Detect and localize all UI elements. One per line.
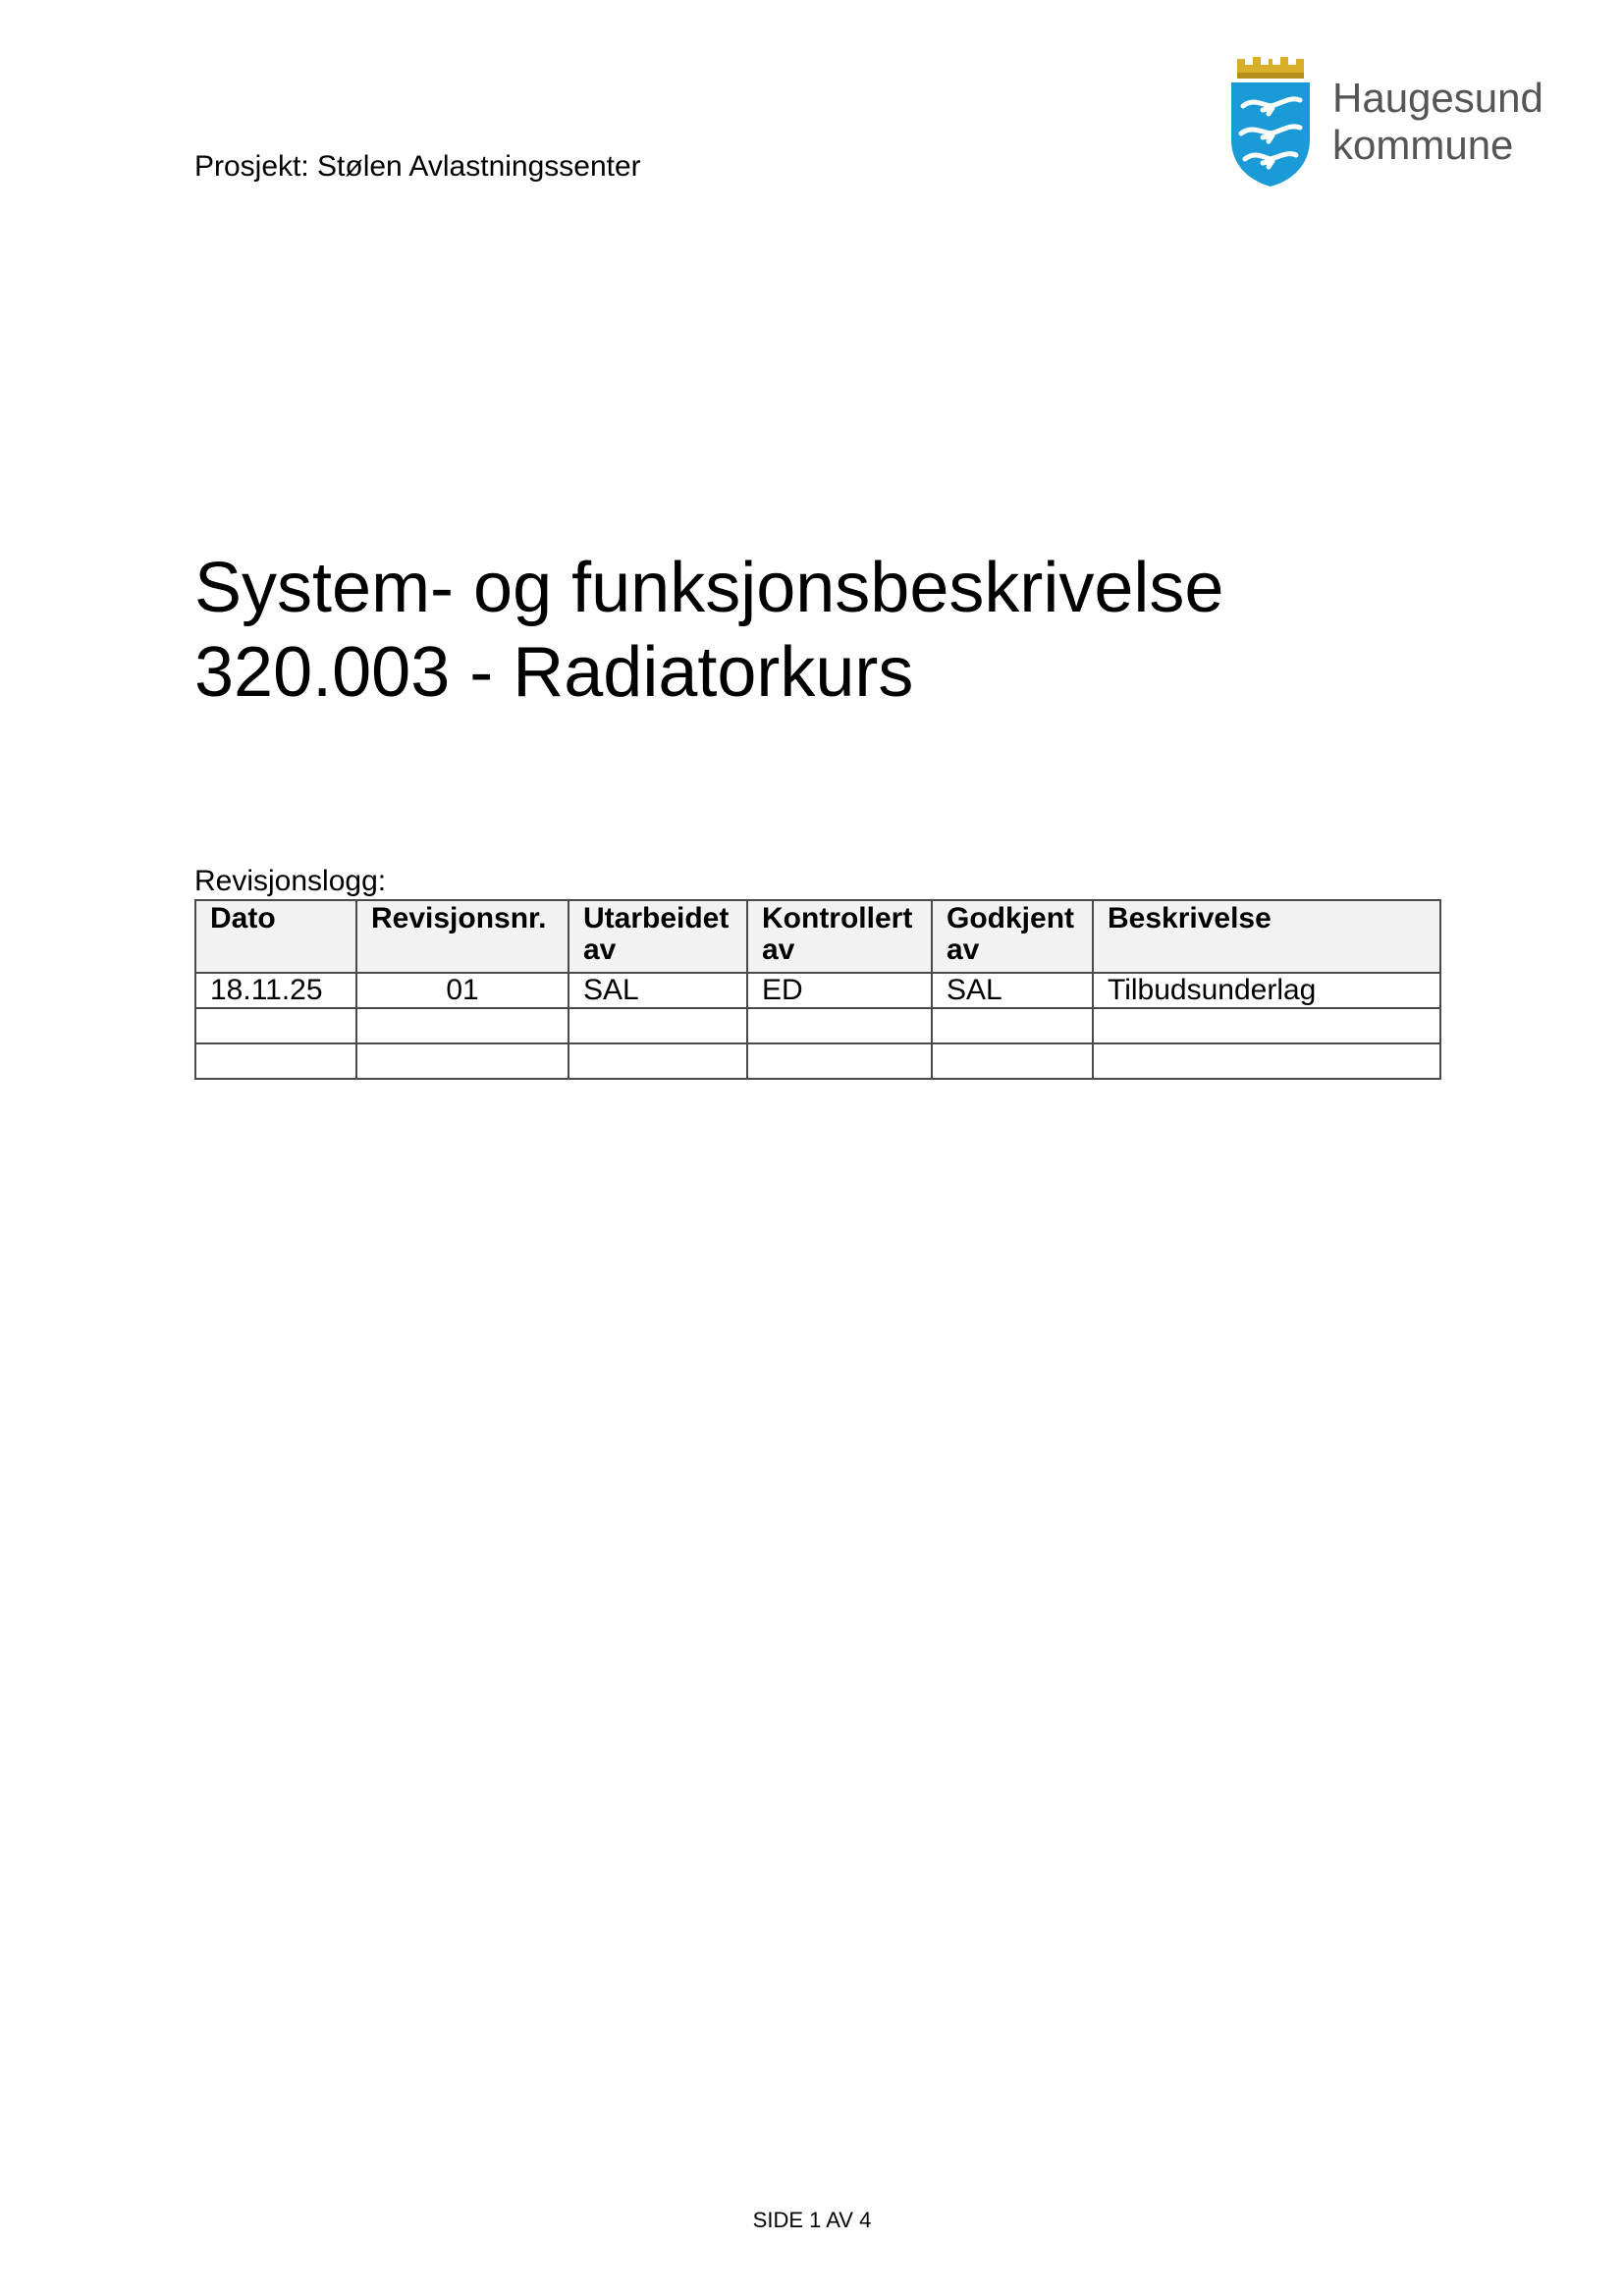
logo-line-2: kommune: [1332, 122, 1514, 168]
page-number: SIDE 1 AV 4: [752, 2208, 872, 2232]
cell-checked-by: [747, 1008, 932, 1043]
cell-description: [1093, 1008, 1440, 1043]
header-revision-number: Revisjonsnr.: [356, 900, 568, 973]
cell-approved-by: [932, 1043, 1093, 1079]
header-prepared-by: Utarbeidet av: [568, 900, 747, 973]
cell-prepared-by: [568, 1008, 747, 1043]
table-row: [195, 1043, 1440, 1079]
cell-revision-number: 01: [356, 973, 568, 1008]
logo-line-1: Haugesund: [1332, 75, 1543, 121]
cell-revision-number: [356, 1043, 568, 1079]
cell-approved-by: SAL: [932, 973, 1093, 1008]
cell-approved-by: [932, 1008, 1093, 1043]
header-description: Beskrivelse: [1093, 900, 1440, 973]
cell-checked-by: [747, 1043, 932, 1079]
cell-description: Tilbudsunderlag: [1093, 973, 1440, 1008]
logo-wordmark: [1332, 75, 1543, 169]
haugesund-coat-of-arms-icon: [1229, 55, 1312, 187]
project-name: Prosjekt: Stølen Avlastningssenter: [194, 150, 641, 183]
cell-date: [195, 1043, 356, 1079]
revision-log-label: Revisjonslogg:: [194, 865, 387, 897]
cell-checked-by: ED: [747, 973, 932, 1008]
header-approved-by: Godkjent av: [932, 900, 1093, 973]
cell-prepared-by: SAL: [568, 973, 747, 1008]
table-row: [195, 973, 1440, 1008]
cell-date: [195, 1008, 356, 1043]
municipality-logo: [1229, 55, 1583, 188]
document-title-line-2: 320.003 - Radiatorkurs: [194, 633, 914, 712]
table-row: [195, 1008, 1440, 1043]
cell-date: 18.11.25: [195, 973, 356, 1008]
table-header-row: [195, 900, 1440, 973]
header-date: Dato: [195, 900, 356, 973]
cell-description: [1093, 1043, 1440, 1079]
cell-prepared-by: [568, 1043, 747, 1079]
revision-log-table: [194, 899, 1441, 1080]
header-checked-by: Kontrollert av: [747, 900, 932, 973]
document-title: [194, 546, 1471, 715]
cell-revision-number: [356, 1008, 568, 1043]
document-title-line-1: System- og funksjonsbeskrivelse: [194, 549, 1224, 627]
